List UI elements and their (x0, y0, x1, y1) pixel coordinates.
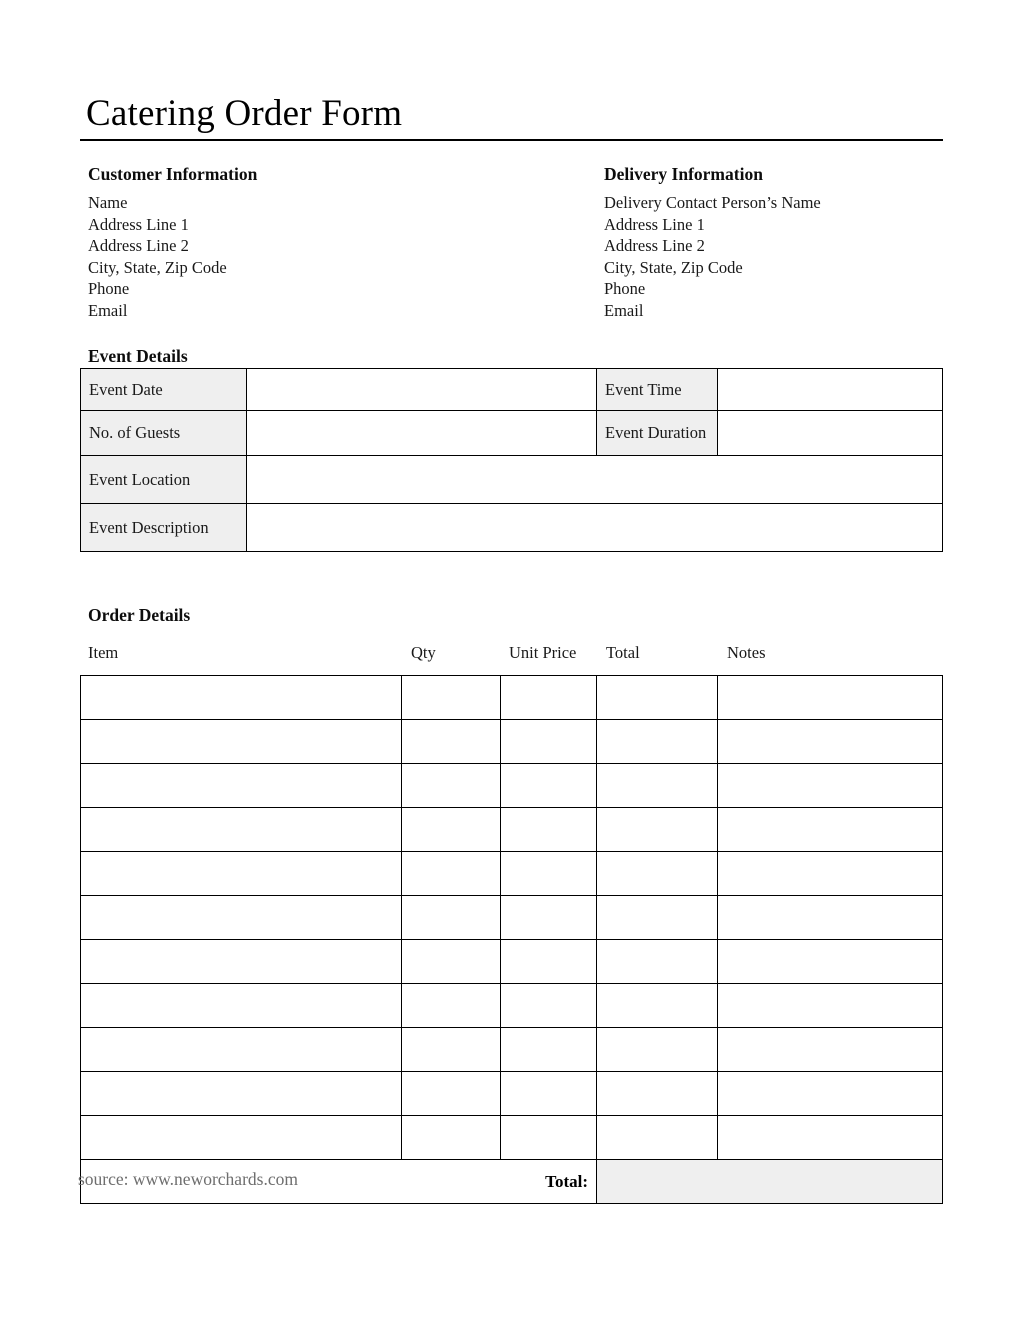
unit-price-cell[interactable] (501, 1116, 597, 1160)
order-item-row (81, 852, 943, 896)
notes-cell[interactable] (718, 1116, 943, 1160)
unit-price-cell[interactable] (501, 1028, 597, 1072)
customer-info-section (88, 164, 548, 322)
order-item-row (81, 984, 943, 1028)
order-col-total: Total (606, 643, 640, 662)
total-cell[interactable] (597, 720, 718, 764)
unit-price-cell[interactable] (501, 1072, 597, 1116)
delivery-info-heading: Delivery Information (604, 164, 763, 184)
page-title: Catering Order Form (86, 93, 403, 134)
customer-info-line: Address Line 1 (88, 214, 189, 234)
event-details-heading: Event Details (88, 346, 188, 366)
total-value-cell[interactable] (597, 1160, 943, 1204)
item-cell[interactable] (81, 1028, 402, 1072)
qty-cell[interactable] (402, 720, 501, 764)
qty-cell[interactable] (402, 896, 501, 940)
delivery-info-lines (604, 192, 964, 322)
order-col-notes: Notes (727, 643, 766, 662)
customer-info-heading: Customer Information (88, 164, 258, 184)
unit-price-cell[interactable] (501, 852, 597, 896)
total-cell[interactable] (597, 984, 718, 1028)
item-cell[interactable] (81, 1072, 402, 1116)
order-item-row (81, 1028, 943, 1072)
qty-cell[interactable] (402, 1116, 501, 1160)
item-cell[interactable] (81, 808, 402, 852)
notes-cell[interactable] (718, 940, 943, 984)
notes-cell[interactable] (718, 808, 943, 852)
notes-cell[interactable] (718, 896, 943, 940)
footer-source: source: www.neworchards.com (78, 1169, 298, 1189)
event-location-input[interactable] (247, 456, 943, 504)
event-date-input[interactable] (247, 369, 597, 411)
total-cell[interactable] (597, 896, 718, 940)
customer-info-line: City, State, Zip Code (88, 257, 227, 277)
event-description-input[interactable] (247, 504, 943, 552)
total-label: Total: (81, 1160, 597, 1204)
order-item-row (81, 1116, 943, 1160)
no-of-guests-input[interactable] (247, 411, 597, 456)
event-duration-input[interactable] (718, 411, 943, 456)
delivery-info-section (604, 164, 964, 322)
no-of-guests-label: No. of Guests (81, 411, 247, 456)
notes-cell[interactable] (718, 720, 943, 764)
event-time-label: Event Time (597, 369, 718, 411)
qty-cell[interactable] (402, 1072, 501, 1116)
order-item-row (81, 808, 943, 852)
unit-price-cell[interactable] (501, 676, 597, 720)
qty-cell[interactable] (402, 808, 501, 852)
order-details-heading: Order Details (88, 605, 191, 625)
total-cell[interactable] (597, 1116, 718, 1160)
event-time-input[interactable] (718, 369, 943, 411)
order-item-row (81, 896, 943, 940)
customer-info-lines (88, 192, 548, 322)
qty-cell[interactable] (402, 1028, 501, 1072)
event-location-label: Event Location (81, 456, 247, 504)
unit-price-cell[interactable] (501, 896, 597, 940)
delivery-info-line: Email (604, 300, 644, 320)
total-cell[interactable] (597, 1028, 718, 1072)
order-items-table (80, 675, 943, 1204)
item-cell[interactable] (81, 940, 402, 984)
total-cell[interactable] (597, 1072, 718, 1116)
unit-price-cell[interactable] (501, 984, 597, 1028)
item-cell[interactable] (81, 852, 402, 896)
delivery-info-line: Address Line 1 (604, 214, 705, 234)
item-cell[interactable] (81, 984, 402, 1028)
notes-cell[interactable] (718, 764, 943, 808)
notes-cell[interactable] (718, 852, 943, 896)
order-item-row (81, 720, 943, 764)
unit-price-cell[interactable] (501, 808, 597, 852)
customer-info-line: Phone (88, 279, 130, 299)
total-cell[interactable] (597, 852, 718, 896)
item-cell[interactable] (81, 720, 402, 764)
order-item-row (81, 676, 943, 720)
event-date-label: Event Date (81, 369, 247, 411)
order-items-body (81, 676, 943, 1160)
order-item-row (81, 764, 943, 808)
order-col-qty: Qty (411, 643, 436, 662)
qty-cell[interactable] (402, 676, 501, 720)
total-cell[interactable] (597, 764, 718, 808)
unit-price-cell[interactable] (501, 764, 597, 808)
notes-cell[interactable] (718, 1028, 943, 1072)
qty-cell[interactable] (402, 984, 501, 1028)
event-description-label: Event Description (81, 504, 247, 552)
item-cell[interactable] (81, 676, 402, 720)
item-cell[interactable] (81, 764, 402, 808)
order-col-unit-price: Unit Price (509, 643, 577, 662)
customer-info-line: Email (88, 300, 128, 320)
delivery-info-line: City, State, Zip Code (604, 257, 743, 277)
order-item-row (81, 940, 943, 984)
total-cell[interactable] (597, 676, 718, 720)
delivery-info-line: Delivery Contact Person’s Name (604, 193, 821, 212)
unit-price-cell[interactable] (501, 720, 597, 764)
event-details-table (80, 368, 943, 552)
order-col-item: Item (88, 643, 119, 662)
notes-cell[interactable] (718, 984, 943, 1028)
qty-cell[interactable] (402, 764, 501, 808)
delivery-info-line: Phone (604, 279, 646, 299)
qty-cell[interactable] (402, 940, 501, 984)
delivery-info-line: Address Line 2 (604, 236, 705, 256)
customer-info-line: Name (88, 193, 128, 212)
qty-cell[interactable] (402, 852, 501, 896)
event-duration-label: Event Duration (597, 411, 718, 456)
item-cell[interactable] (81, 896, 402, 940)
total-cell[interactable] (597, 808, 718, 852)
order-item-row (81, 1072, 943, 1116)
notes-cell[interactable] (718, 1072, 943, 1116)
title-divider (80, 139, 943, 141)
total-cell[interactable] (597, 940, 718, 984)
item-cell[interactable] (81, 1116, 402, 1160)
notes-cell[interactable] (718, 676, 943, 720)
order-column-headers (0, 643, 1020, 663)
customer-info-line: Address Line 2 (88, 236, 189, 256)
unit-price-cell[interactable] (501, 940, 597, 984)
